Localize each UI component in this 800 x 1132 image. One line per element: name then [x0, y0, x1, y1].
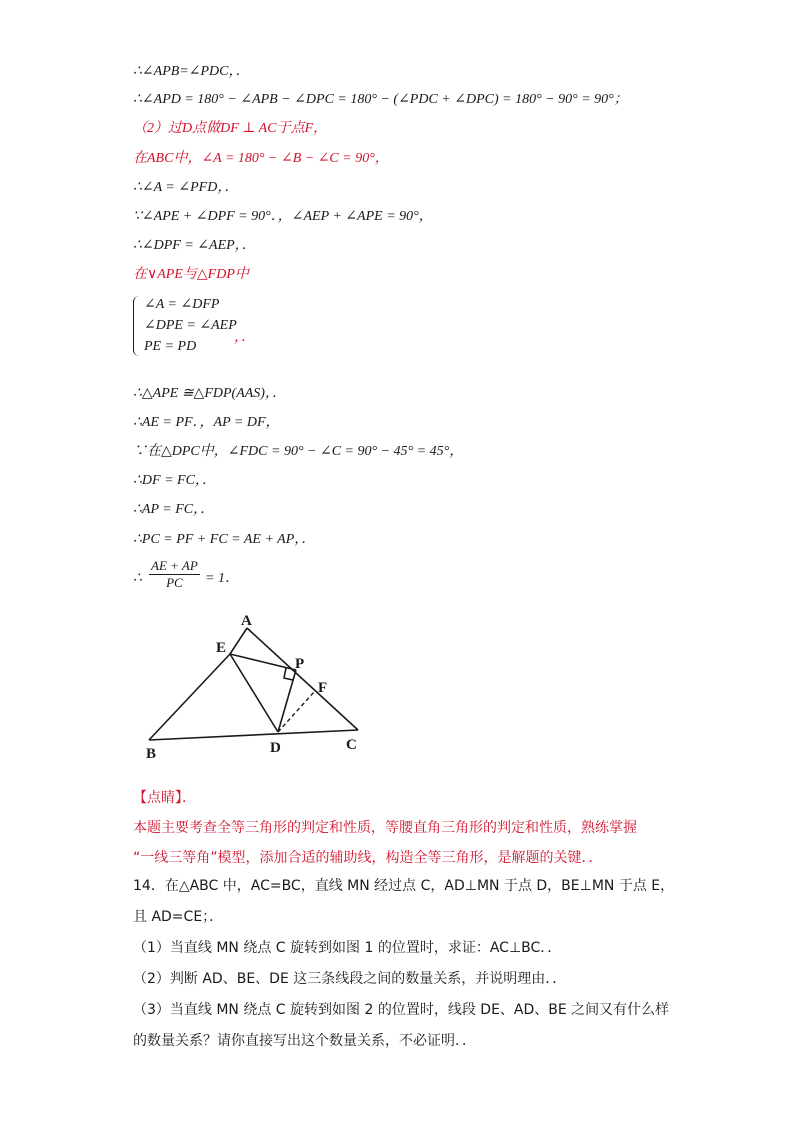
- segment-AC: [247, 628, 358, 730]
- segment-EP: [230, 654, 296, 670]
- proof-line-2: ∴∠APD = 180° − ∠APB − ∠DPC = 180° − (∠PDC + ∠DPC) = 180° − 90° = 90°；: [133, 92, 628, 107]
- system-eq-3: PE = PD: [144, 339, 197, 354]
- fraction-numerator: AE + AP: [151, 558, 198, 573]
- problem-14-q3-line-1: （3）当直线 MN 绕点 C 旋转到如图 2 的位置时，线段 DE、AD、BE 之间又有什么样: [133, 1002, 670, 1018]
- system-eq-2: ∠DPE = ∠AEP: [144, 318, 237, 333]
- label-A: A: [241, 613, 252, 629]
- segment-EA: [230, 628, 247, 654]
- label-E: E: [216, 640, 227, 656]
- segment-BC: [149, 730, 358, 740]
- proof-line-12: ∴DF = FC，．: [133, 473, 216, 488]
- problem-14-line-2: 且 AD=CE；．: [133, 909, 224, 925]
- proof-line-11: ∵在△DPC中，∠FDC = 90° − ∠C = 90° − 45° = 45°，: [133, 444, 464, 459]
- proof-line-7: ∴∠DPF = ∠AEP，．: [133, 238, 256, 253]
- label-P: P: [295, 656, 305, 672]
- label-C: C: [346, 737, 357, 753]
- problem-14-q2: （2）判断 AD、BE、DE 这三条线段之间的数量关系，并说明理由．．: [133, 971, 567, 987]
- proof-line-10: ∴AE = PF．，AP = DF，: [133, 415, 280, 430]
- proof-line-8: 在∨APE与△FDP中: [133, 267, 249, 282]
- label-F: F: [318, 680, 328, 696]
- proof-line-3: （2）过D点做DF ⊥ AC于点F，: [133, 121, 328, 136]
- comment-body-line-1: 本题主要考查全等三角形的判定和性质，等腰直角三角形的判定和性质，熟练掌握: [133, 820, 637, 836]
- proof-line-4: 在ABC中，∠A = 180° − ∠B − ∠C = 90°，: [133, 151, 389, 166]
- proof-line-5: ∴∠A = ∠PFD，．: [133, 180, 239, 195]
- label-B: B: [146, 746, 157, 762]
- proof-line-9: ∴△APE ≅△FDP(AAS)，．: [133, 386, 286, 401]
- system-tail: ，．: [234, 330, 255, 345]
- fraction-denominator: PC: [166, 575, 183, 590]
- problem-14-q3-line-2: 的数量关系？请你直接写出这个数量关系，不必证明．．: [133, 1033, 476, 1049]
- comment-body-line-2: “一线三等角”模型，添加合适的辅助线，构造全等三角形，是解题的关键．．: [133, 850, 603, 866]
- proof-line-14: ∴PC = PF + FC = AE + AP，．: [133, 532, 316, 547]
- segment-ED: [230, 654, 278, 732]
- system-eq-1: ∠A = ∠DFP: [144, 297, 220, 312]
- label-D: D: [270, 740, 281, 756]
- fraction-rhs: = 1．: [205, 571, 239, 586]
- problem-14-line-1: 14．在△ABC 中，AC=BC，直线 MN 经过点 C，AD⊥MN 于点 D，BE⊥MN 于点 E，: [133, 878, 675, 894]
- problem-14-q1: （1）当直线 MN 绕点 C 旋转到如图 1 的位置时，求证：AC⊥BC．．: [133, 940, 562, 956]
- geometry-figure: [140, 612, 390, 774]
- proof-line-13: ∴AP = FC，．: [133, 502, 215, 517]
- proof-line-6: ∵∠APE + ∠DPF = 90°．，∠AEP + ∠APE = 90°，: [133, 209, 433, 224]
- fraction-prefix: ∴: [133, 571, 142, 586]
- segment-BE: [149, 654, 230, 740]
- proof-line-1: ∴∠APB=∠PDC，．: [133, 64, 250, 79]
- fraction: [149, 558, 200, 591]
- comment-title: 【点睛】．: [133, 790, 196, 806]
- system-brace: [133, 296, 142, 356]
